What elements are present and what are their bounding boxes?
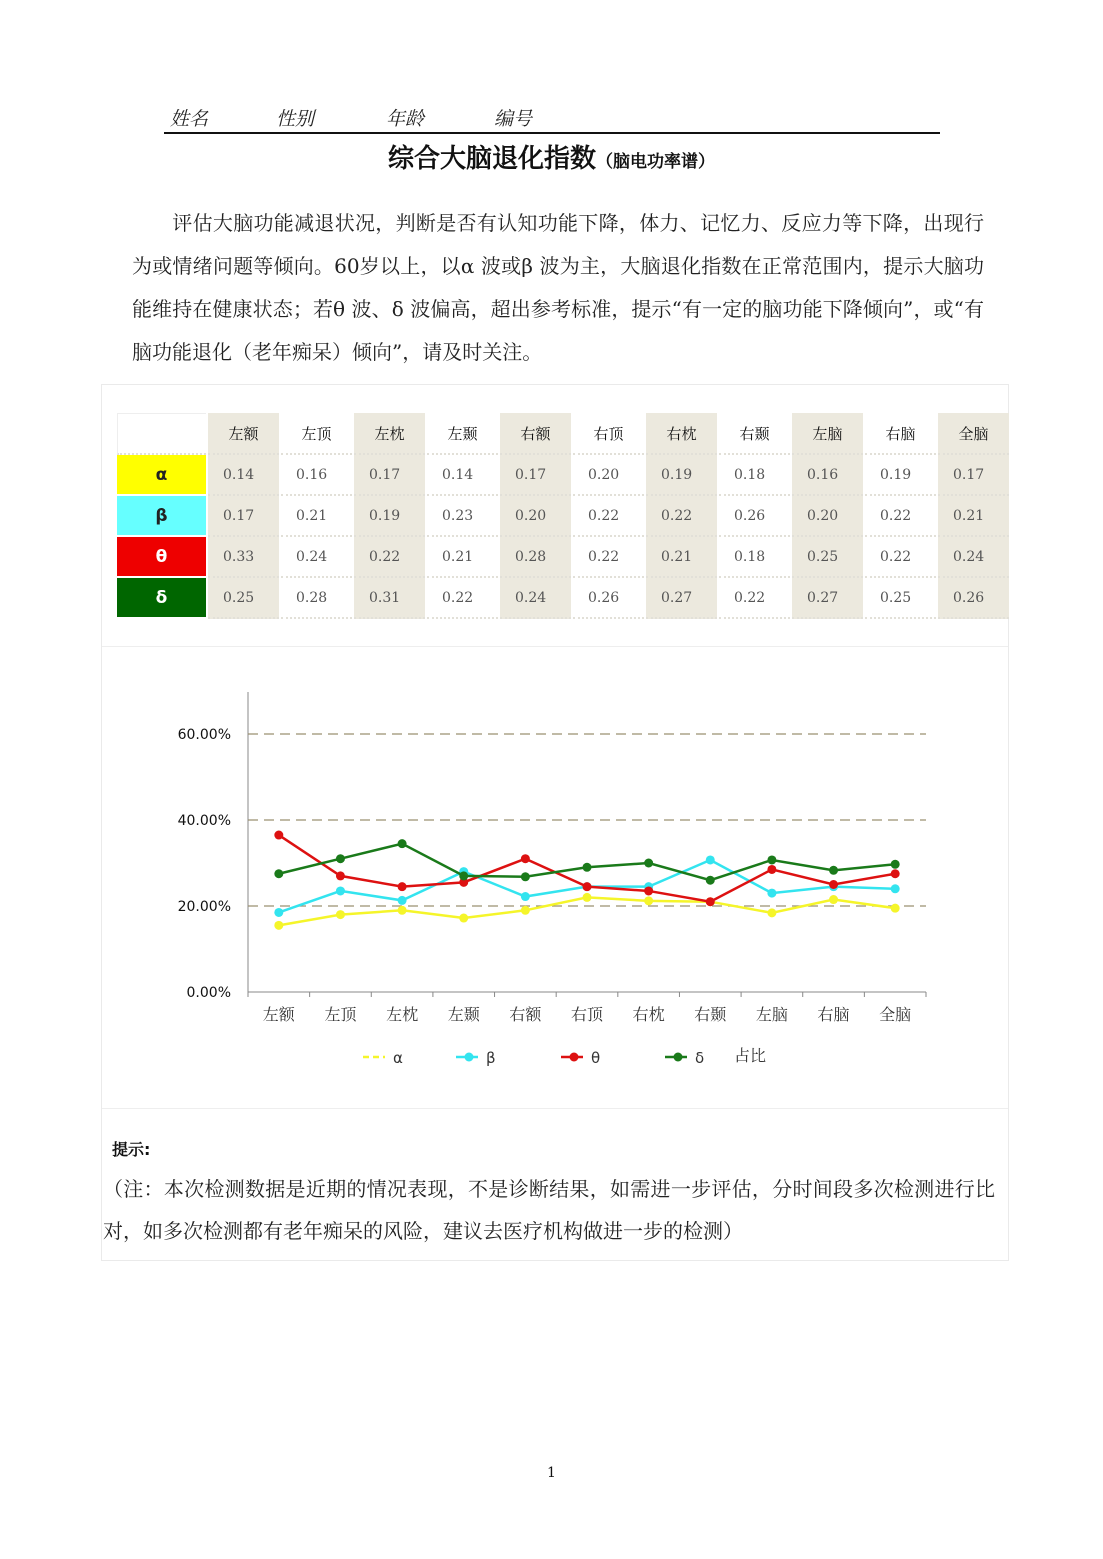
data-point [767, 889, 776, 898]
table-cell: 0.14 [208, 455, 279, 496]
y-tick-label: 20.00% [177, 899, 231, 915]
data-point [336, 910, 345, 919]
data-point [459, 914, 468, 923]
data-point [891, 860, 900, 869]
table-cell: 0.20 [500, 496, 571, 537]
x-tick-label: 右额 [509, 1005, 542, 1024]
table-row [117, 496, 1009, 537]
wave-line-chart [150, 670, 970, 1090]
table-cell: 0.24 [938, 537, 1009, 578]
data-point [891, 869, 900, 878]
name-label: 姓名 [170, 108, 209, 130]
legend-marker [674, 1053, 683, 1062]
data-point [398, 906, 407, 915]
title-sub: （脑电功率谱） [596, 152, 715, 172]
wave-table [115, 413, 1011, 619]
wave-label: δ [117, 578, 206, 619]
table-cell: 0.19 [354, 496, 425, 537]
table-cell: 0.33 [208, 537, 279, 578]
table-cell: 0.24 [500, 578, 571, 619]
data-point [829, 880, 838, 889]
table-cell: 0.17 [938, 455, 1009, 496]
table-cell: 0.16 [792, 455, 863, 496]
data-point [274, 831, 283, 840]
notes-text: （注：本次检测数据是近期的情况表现，不是诊断结果，如需进一步评估，分时间段多次检测进行比对，如多次检测都有老年痴呆的风险，建议去医疗机构做进一步的检测） [103, 1177, 995, 1243]
table-corner [117, 413, 206, 455]
data-point [274, 908, 283, 917]
column-header: 右枕 [646, 413, 717, 455]
column-header: 全脑 [938, 413, 1009, 455]
table-cell: 0.31 [354, 578, 425, 619]
column-header: 左脑 [792, 413, 863, 455]
table-cell: 0.19 [865, 455, 936, 496]
column-header: 左枕 [354, 413, 425, 455]
table-cell: 0.17 [354, 455, 425, 496]
table-cell: 0.26 [573, 578, 644, 619]
data-point [398, 896, 407, 905]
column-header: 右颞 [719, 413, 790, 455]
y-tick-label: 60.00% [177, 727, 231, 743]
data-point [706, 897, 715, 906]
legend-label: θ [591, 1049, 601, 1067]
data-point [336, 871, 345, 880]
table-cell: 0.21 [646, 537, 717, 578]
table-cell: 0.21 [938, 496, 1009, 537]
data-point [829, 895, 838, 904]
data-point [829, 866, 838, 875]
data-point [583, 893, 592, 902]
column-header: 右额 [500, 413, 571, 455]
patient-info-header [164, 104, 940, 134]
table-cell: 0.22 [573, 496, 644, 537]
table-cell: 0.22 [646, 496, 717, 537]
x-tick-label: 全脑 [879, 1005, 912, 1024]
table-cell: 0.27 [646, 578, 717, 619]
data-point [336, 886, 345, 895]
age-label: 年龄 [386, 108, 425, 130]
table-cell: 0.21 [281, 496, 352, 537]
page-number: 1 [547, 1465, 556, 1481]
table-cell: 0.19 [646, 455, 717, 496]
data-point [336, 854, 345, 863]
data-point [706, 855, 715, 864]
data-point [459, 871, 468, 880]
table-cell: 0.14 [427, 455, 498, 496]
table-cell: 0.28 [281, 578, 352, 619]
data-point [644, 896, 653, 905]
data-point [891, 904, 900, 913]
wave-label: α [117, 455, 206, 496]
data-point [644, 859, 653, 868]
table-cell: 0.26 [938, 578, 1009, 619]
data-point [521, 872, 530, 881]
id-label: 编号 [494, 108, 533, 130]
legend-label: δ [695, 1049, 705, 1067]
table-cell: 0.16 [281, 455, 352, 496]
table-cell: 0.27 [792, 578, 863, 619]
table-row [117, 578, 1009, 619]
column-header: 左颞 [427, 413, 498, 455]
table-cell: 0.22 [427, 578, 498, 619]
data-point [767, 855, 776, 864]
data-point [398, 882, 407, 891]
gender-label: 性别 [276, 108, 315, 130]
data-point [767, 908, 776, 917]
column-header: 右顶 [573, 413, 644, 455]
column-header: 左顶 [281, 413, 352, 455]
x-tick-label: 左颞 [447, 1005, 480, 1024]
table-cell: 0.20 [792, 496, 863, 537]
table-cell: 0.22 [865, 537, 936, 578]
table-row [117, 455, 1009, 496]
table-cell: 0.25 [865, 578, 936, 619]
table-cell: 0.22 [354, 537, 425, 578]
data-point [521, 892, 530, 901]
table-cell: 0.22 [573, 537, 644, 578]
divider [102, 646, 1008, 647]
title-main: 综合大脑退化指数 [387, 144, 596, 174]
table-cell: 0.18 [719, 455, 790, 496]
data-point [274, 921, 283, 930]
x-tick-label: 左顶 [324, 1005, 357, 1024]
table-header-row [117, 413, 1009, 455]
legend-marker [465, 1053, 474, 1062]
legend-marker [570, 1053, 579, 1062]
table-cell: 0.17 [208, 496, 279, 537]
intro-paragraph [132, 202, 984, 374]
y-tick-label: 0.00% [186, 985, 231, 1001]
legend-label: β [486, 1049, 496, 1067]
table-cell: 0.25 [792, 537, 863, 578]
table-cell: 0.26 [719, 496, 790, 537]
x-tick-label: 左枕 [386, 1005, 419, 1024]
data-point [398, 839, 407, 848]
x-tick-label: 右枕 [632, 1005, 665, 1024]
table-cell: 0.17 [500, 455, 571, 496]
data-point [644, 886, 653, 895]
column-header: 右脑 [865, 413, 936, 455]
x-tick-label: 右顶 [570, 1005, 604, 1024]
data-point [706, 876, 715, 885]
x-tick-label: 左额 [262, 1005, 295, 1024]
table-cell: 0.21 [427, 537, 498, 578]
table-cell: 0.20 [573, 455, 644, 496]
data-point [891, 884, 900, 893]
y-tick-label: 40.00% [177, 813, 231, 829]
notes-heading: 提示: [112, 1140, 151, 1159]
table-cell: 0.25 [208, 578, 279, 619]
table-cell: 0.23 [427, 496, 498, 537]
table-cell: 0.22 [719, 578, 790, 619]
wave-label: β [117, 496, 206, 537]
table-cell: 0.18 [719, 537, 790, 578]
table-cell: 0.28 [500, 537, 571, 578]
series-line-3 [279, 844, 895, 881]
data-point [767, 865, 776, 874]
legend-label: α [393, 1049, 403, 1067]
wave-label: θ [117, 537, 206, 578]
data-point [583, 863, 592, 872]
column-header: 左额 [208, 413, 279, 455]
data-point [583, 882, 592, 891]
data-point [274, 869, 283, 878]
x-tick-label: 右脑 [817, 1005, 850, 1024]
data-point [521, 854, 530, 863]
x-tick-label: 左脑 [755, 1005, 788, 1024]
table-cell: 0.24 [281, 537, 352, 578]
page-title [0, 138, 1103, 175]
data-point [521, 906, 530, 915]
intro-text: 评估大脑功能减退状况，判断是否有认知功能下降，体力、记忆力、反应力等下降，出现行为或情绪问题等倾向。60岁以上，以α 波或β 波为主，大脑退化指数在正常范围内，提示大脑功能维持在健康状态；若θ 波、δ 波偏高，超出参考标准，提示“有一定的脑功能下降倾向”，或“有脑功能退化（老年痴呆）倾向”，请及时关注。 [132, 211, 984, 364]
x-tick-label: 右颞 [694, 1005, 727, 1024]
table-cell: 0.22 [865, 496, 936, 537]
table-row [117, 537, 1009, 578]
divider [102, 1108, 1008, 1109]
legend-suffix: 占比 [734, 1046, 767, 1065]
